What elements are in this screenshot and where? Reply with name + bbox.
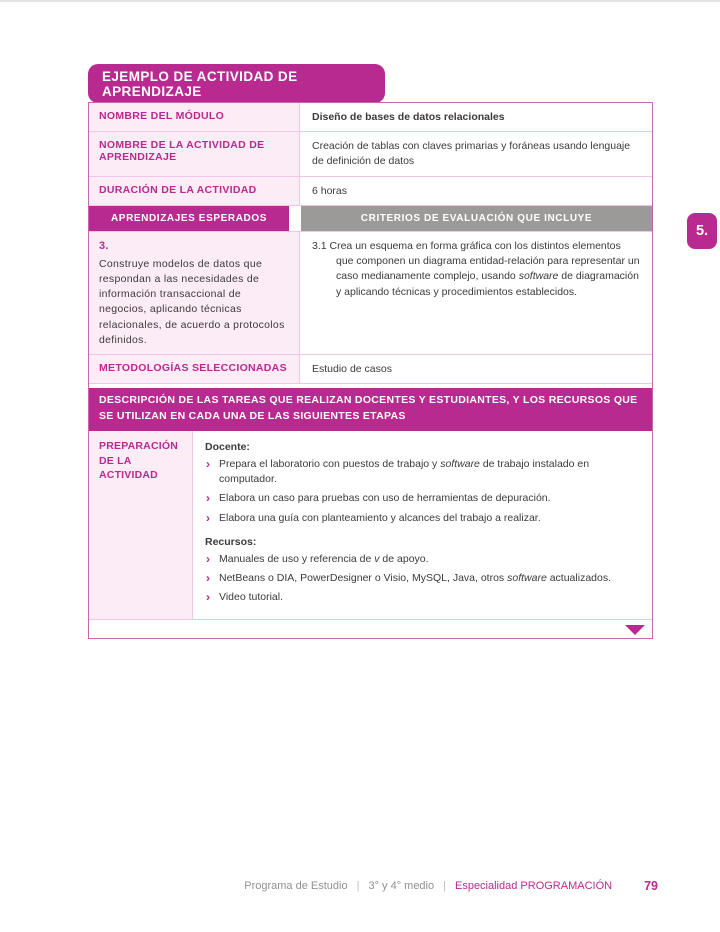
methodology-label: METODOLOGÍAS SELECCIONADAS <box>89 355 300 383</box>
item-italic: v <box>374 552 380 565</box>
document-page <box>0 2 720 932</box>
docente-list <box>205 457 640 526</box>
page-number: 79 <box>644 879 658 893</box>
duration-label: DURACIÓN DE LA ACTIVIDAD <box>89 177 300 205</box>
preparation-content <box>193 431 652 620</box>
header-gap <box>289 206 301 231</box>
methodology-value: Estudio de casos <box>300 355 652 383</box>
footer-specialty: Especialidad PROGRAMACIÓN <box>454 880 613 892</box>
footer-program: Programa de Estudio <box>244 880 348 892</box>
list-item <box>205 552 640 567</box>
continuation-arrow-icon <box>625 625 645 635</box>
criterion-cell <box>300 232 652 354</box>
activity-name-value: Creación de tablas con claves primarias y foráneas usando lenguaje de definición de datos <box>300 132 652 175</box>
recursos-list <box>205 552 640 606</box>
recursos-heading: Recursos: <box>205 535 257 548</box>
item-text: actualizados. <box>546 571 612 584</box>
list-item <box>205 590 640 605</box>
activity-title-tab <box>88 64 385 103</box>
objective-number: 3. <box>99 239 109 252</box>
item-text: Manuales de uso y referencia de <box>219 552 375 565</box>
item-italic: software <box>440 457 480 470</box>
learning-expected-header: APRENDIZAJES ESPERADOS <box>89 206 289 231</box>
chapter-number: 5. <box>695 223 709 239</box>
item-text: de trabajo instalado en computador. <box>219 457 590 486</box>
footer-separator: | <box>356 880 360 892</box>
description-band: DESCRIPCIÓN DE LAS TAREAS QUE REALIZAN DOCENTES Y ESTUDIANTES, Y LOS RECURSOS QUE SE UTILIZAN EN CADA UNA DE LAS SIGUIENTES ETAPAS <box>89 388 652 431</box>
table-row-module <box>89 103 652 132</box>
evaluation-criteria-header: CRITERIOS DE EVALUACIÓN QUE INCLUYE <box>301 206 652 231</box>
table-row-activity-name <box>89 132 652 176</box>
table-row-learning-headers <box>89 206 652 232</box>
activity-name-label: NOMBRE DE LA ACTIVIDAD DE APRENDIZAJE <box>89 132 300 175</box>
page-footer <box>244 878 658 894</box>
list-item <box>205 457 640 487</box>
criterion-italic: software <box>518 270 559 283</box>
criterion-text <box>312 239 640 300</box>
table-row-preparation <box>89 431 652 620</box>
criterion-post: de diagramación y aplicando técnicas y procedimientos establecidos. <box>336 270 639 298</box>
module-value: Diseño de bases de datos relacionales <box>300 103 652 131</box>
docente-heading: Docente: <box>205 440 250 453</box>
item-text: Elabora un caso para pruebas con uso de herramientas de depuración. <box>219 492 551 505</box>
list-item <box>205 491 640 506</box>
item-text: Prepara el laboratorio con puestos de trabajo y <box>219 457 441 470</box>
table-row-learning-content <box>89 232 652 355</box>
objective-cell <box>89 232 300 354</box>
objective-text: Construye modelos de datos que respondan a las necesidades de información transaccional de negocios, aplicando técnicas relacionales, de acuerdo a protocolos definidos. <box>99 257 285 346</box>
activity-title: EJEMPLO DE ACTIVIDAD DE APRENDIZAJE <box>102 68 298 99</box>
table-row-methodology <box>89 355 652 384</box>
criterion-pre: Crea un esquema en forma gráfica con los distintos elementos que componen un diagrama entidad-relación para representar un caso medianamente complejo, usando <box>329 239 640 283</box>
item-text: NetBeans o DIA, PowerDesigner o Visio, MySQL, Java, otros <box>219 571 508 584</box>
item-text: de apoyo. <box>379 552 429 565</box>
preparation-label: PREPARACIÓN DE LA ACTIVIDAD <box>89 431 193 620</box>
activity-table <box>88 102 653 639</box>
table-row-duration <box>89 177 652 206</box>
footer-separator: | <box>443 880 446 892</box>
table-continuation-strip <box>89 619 652 638</box>
chapter-side-tab <box>687 213 717 249</box>
footer-grade: 3° y 4° medio <box>368 880 435 892</box>
list-item <box>205 511 640 526</box>
duration-value: 6 horas <box>300 177 652 205</box>
criterion-number: 3.1 <box>312 239 330 252</box>
list-item <box>205 571 640 586</box>
item-italic: software <box>507 571 547 584</box>
item-text: Elabora una guía con planteamiento y alcances del trabajo a realizar. <box>219 511 541 524</box>
item-text: Video tutorial. <box>219 591 284 604</box>
module-label: NOMBRE DEL MÓDULO <box>89 103 300 131</box>
